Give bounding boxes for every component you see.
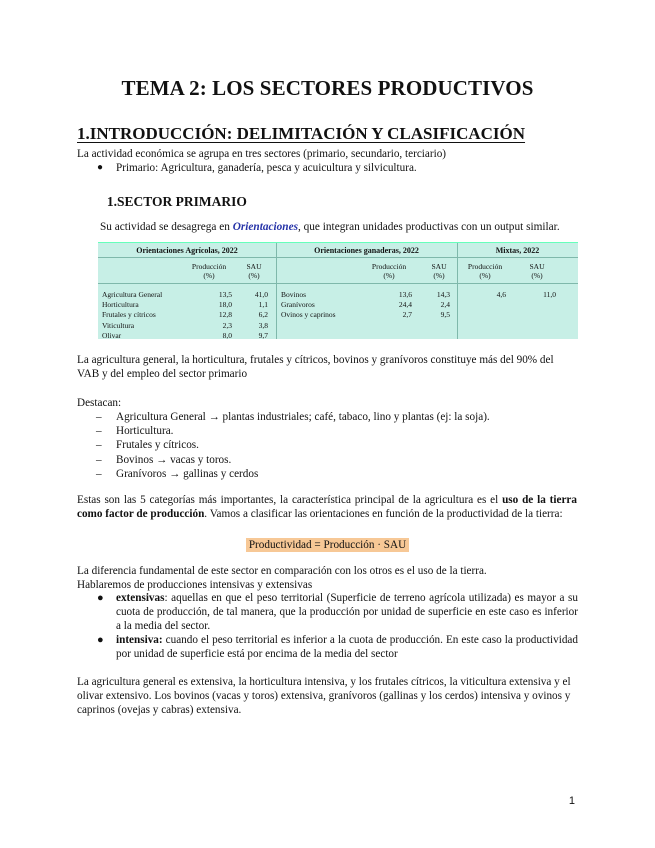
bullet-dot: ●	[97, 592, 104, 604]
col-header-sau	[518, 262, 556, 280]
divider	[98, 257, 578, 258]
bullet-dot: ●	[97, 162, 104, 173]
text-span: Estas son las 5 categorías más importantes, la característica principal de la agricultura es el	[77, 494, 503, 506]
table-column-sau	[238, 290, 268, 341]
col-label: Producción	[371, 262, 407, 271]
paragraph-categorias	[77, 493, 577, 521]
formula-highlight	[0, 535, 655, 553]
table-column-names	[102, 290, 162, 341]
group-header-mixtas: Mixtas, 2022	[495, 246, 540, 255]
table-cell: 12,8	[218, 310, 232, 320]
text-span: : aquellas en que el peso territorial (Superficie de terreno agrícola utilizada) es mayor a su cuota de producción, de tal manera, que la producción por unidad de superficie en este caso es inferior a la media del sector.	[116, 592, 578, 633]
table-cell: Viticultura	[102, 320, 135, 330]
table-cell: Olivar	[102, 330, 122, 340]
table-cell: Ovinos y caprinos	[281, 310, 336, 320]
col-unit: (%)	[203, 271, 215, 280]
list-item: – Agricultura General → plantas industriales; café, tabaco, lino y plantas (ej: la soja).	[96, 410, 490, 424]
paragraph-hablaremos: Hablaremos de producciones intensivas y extensivas	[77, 579, 313, 591]
table-column-produccion	[378, 290, 412, 321]
col-unit: (%)	[531, 271, 543, 280]
bold-text: uso de la tierra como factor de producción	[77, 494, 577, 521]
section-number: 1.	[106, 194, 117, 209]
section-heading-sector-primario	[97, 194, 247, 210]
paragraph-final: La agricultura general es extensiva, la horticultura intensiva, y los frutales cítricos, la viticultura extensiva y el olivar extensivo. Los bovinos (vacas y toros) extensiva, granívoros (gallinas y los cerdos) intensiva y ovinos y caprinos (ovejas y cabras) extensiva.	[77, 676, 571, 717]
col-unit: (%)	[248, 271, 260, 280]
table-cell: 13,5	[218, 290, 232, 299]
primario-bullet: Primario: Agricultura, ganadería, pesca y acuicultura y silvicultura.	[116, 162, 417, 174]
group-header-ganaderas: Orientaciones ganaderas, 2022	[314, 246, 419, 255]
table-cell-mixtas-sau: 11,0	[543, 290, 556, 299]
table-cell: 24,4	[398, 300, 412, 310]
caption-text: Su actividad se desagrega en	[100, 221, 233, 233]
col-header-sau	[423, 262, 455, 280]
table-cell: Bovinos	[281, 290, 307, 299]
table-column-sau	[420, 290, 450, 321]
bullet-dot: ●	[97, 634, 104, 646]
list-item: – Horticultura.	[96, 424, 490, 438]
col-label: SAU	[246, 262, 262, 271]
intro-paragraph: La actividad económica se agrupa en tres sectores (primario, secundario, terciario)	[77, 148, 447, 160]
section-title: SECTOR PRIMARIO	[117, 194, 247, 209]
table-cell: Agricultura General	[102, 290, 163, 299]
table-column-produccion	[198, 290, 232, 341]
destacan-list	[96, 410, 490, 481]
divider	[98, 283, 578, 284]
table-cell: 2,4	[440, 300, 450, 310]
table-cell: 2,7	[402, 310, 412, 320]
table-cell: 2,3	[222, 320, 232, 330]
paragraph-agricultura: La agricultura general, la horticultura, frutales y cítricos, bovinos y granívoros constituye más del 90% del VAB y del empleo del sector primario	[77, 354, 554, 381]
table-cell: 3,8	[258, 320, 268, 330]
table-cell: 18,0	[218, 300, 232, 310]
document-title: TEMA 2: LOS SECTORES PRODUCTIVOS	[121, 76, 534, 100]
caption-text-end: , que integran unidades productivas con un output similar.	[297, 221, 560, 233]
caption-highlight: Orientaciones	[232, 221, 298, 233]
table-cell-mixtas-produccion: 4,6	[496, 290, 506, 299]
table-caption	[100, 221, 560, 233]
text-span: . Vamos a clasificar las orientaciones en función de la productividad de la tierra:	[204, 508, 563, 521]
table-cell: 14,3	[436, 290, 450, 299]
list-item: – Bovinos → vacas y toros.	[96, 453, 490, 467]
bold-text: extensivas	[116, 592, 165, 604]
col-header-produccion	[364, 262, 414, 280]
col-label: Producción	[467, 262, 503, 271]
text-span: cuando el peso territorial es inferior a la cuota de producción. En este caso la productividad por unidad de superficie está por encima de la media del sector	[116, 634, 578, 661]
list-item: – Frutales y cítricos.	[96, 438, 490, 452]
table-column-names	[281, 290, 336, 321]
table-cell: 8,0	[222, 330, 232, 340]
table-cell: 1,1	[258, 300, 268, 310]
col-label: SAU	[529, 262, 545, 271]
section-heading-introduccion: 1.INTRODUCCIÓN: DELIMITACIÓN Y CLASIFICACIÓN	[77, 124, 526, 143]
table-cell: Frutales y cítricos	[102, 310, 156, 320]
col-unit: (%)	[383, 271, 395, 280]
formula-text: Productividad = Producción · SAU	[246, 538, 409, 552]
col-header-sau	[238, 262, 270, 280]
table-cell: 9,7	[258, 330, 268, 340]
table-cell: Horticultura	[102, 300, 139, 310]
paragraph-diferencia: La diferencia fundamental de este sector en comparación con los otros es el uso de la tierra.	[77, 565, 487, 577]
bullet-extensivas	[116, 591, 578, 634]
orientaciones-table	[98, 242, 578, 339]
group-header-agricolas: Orientaciones Agrícolas, 2022	[136, 246, 238, 255]
bullet-intensiva	[116, 633, 578, 661]
bold-text: intensiva:	[116, 634, 163, 646]
table-cell: 6,2	[258, 310, 268, 320]
page-number: 1	[568, 795, 575, 807]
table-cell: 13,6	[398, 290, 412, 299]
col-label: SAU	[431, 262, 447, 271]
table-cell: 9,5	[440, 310, 450, 320]
list-item: – Granívoros → gallinas y cerdos	[96, 467, 490, 481]
table-cell: Granívoros	[281, 300, 315, 310]
orientaciones-table-image	[96, 215, 580, 343]
col-unit: (%)	[433, 271, 445, 280]
destacan-label: Destacan:	[77, 397, 122, 409]
col-label: Producción	[191, 262, 227, 271]
col-header-produccion	[460, 262, 510, 280]
col-unit: (%)	[479, 271, 491, 280]
table-cell: 41,0	[254, 290, 268, 299]
col-header-produccion	[184, 262, 234, 280]
